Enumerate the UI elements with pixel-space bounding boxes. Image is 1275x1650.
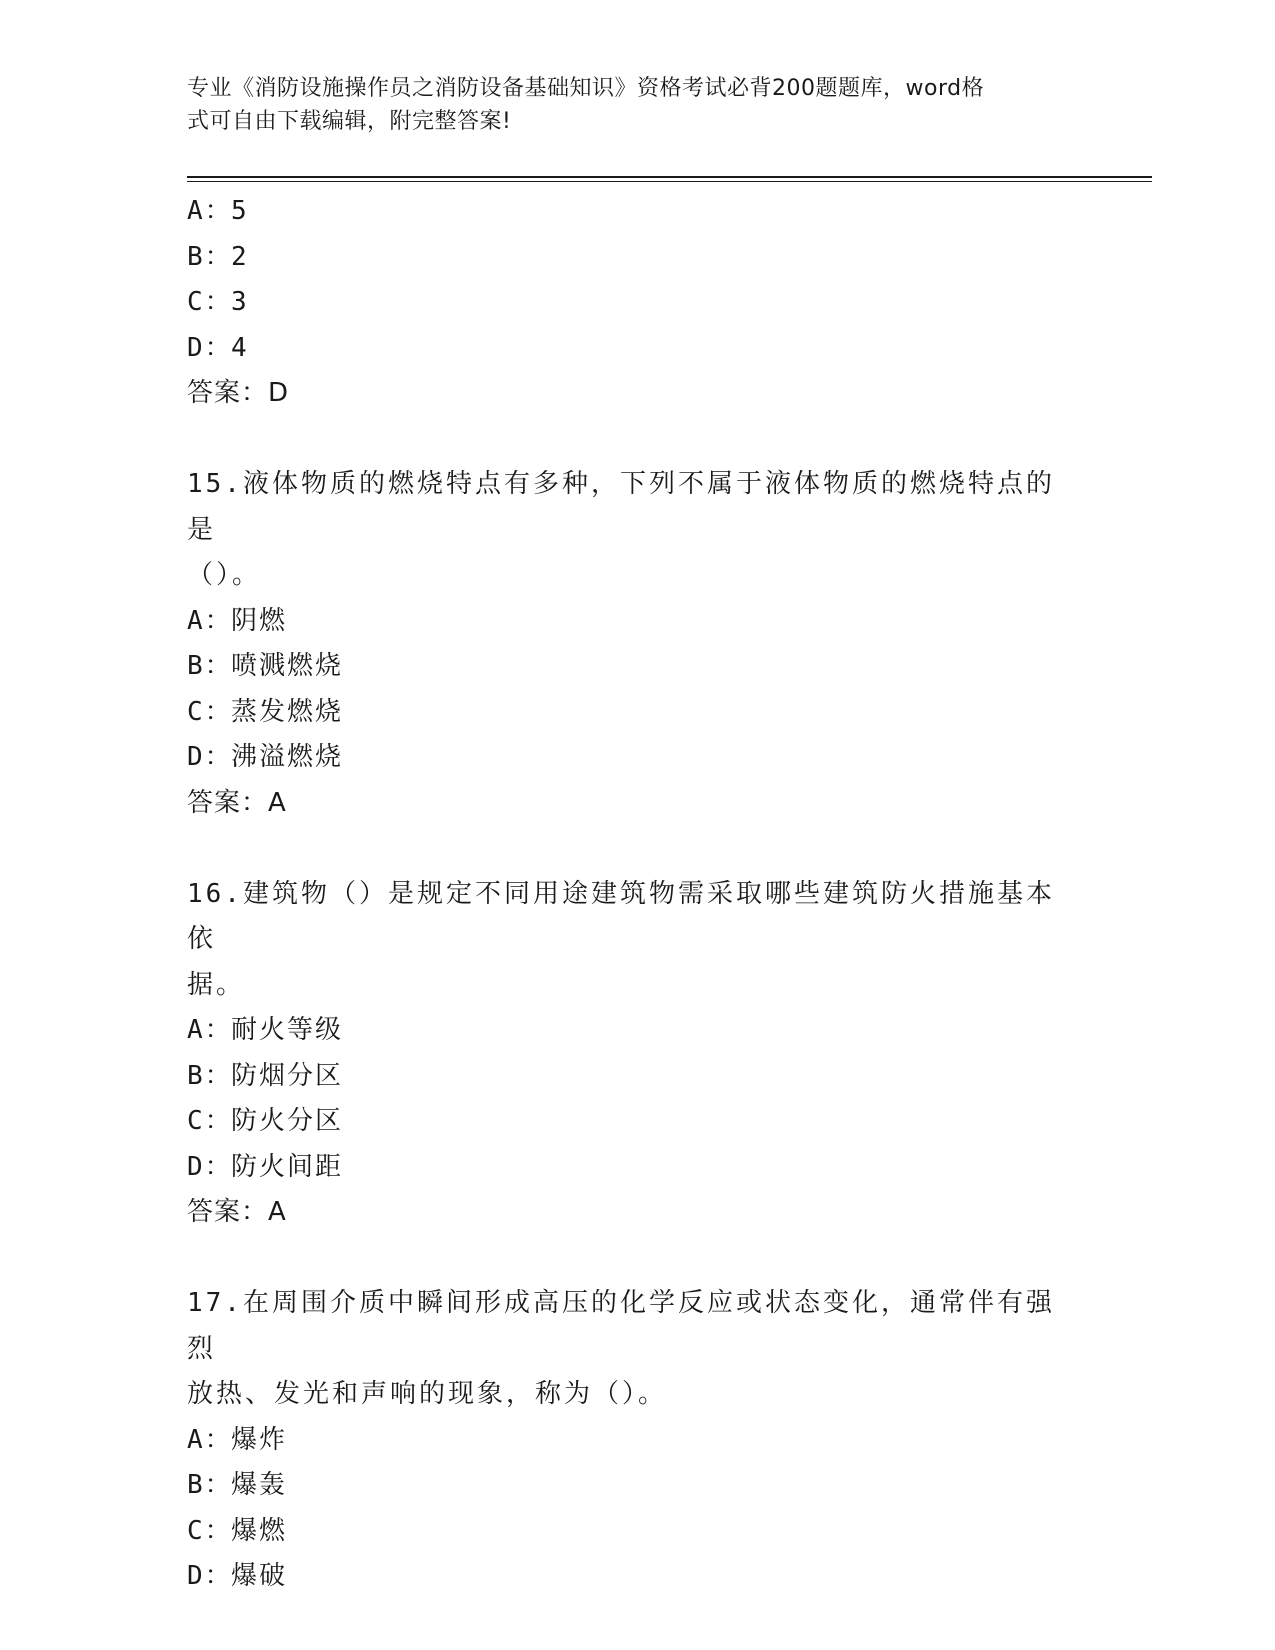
- header-divider-thin: [187, 181, 1152, 182]
- question-text: 16.建筑物（）是规定不同用途建筑物需采取哪些建筑防火措施基本依 据。: [187, 878, 1055, 1000]
- header-line-2: 式可自由下载编辑，附完整答案!: [187, 109, 512, 134]
- answer: 答案：D: [187, 378, 290, 408]
- header-divider-thick: [187, 176, 1152, 178]
- option-d: D：沸溢燃烧: [187, 742, 344, 772]
- option-b: B：喷溅燃烧: [187, 651, 344, 681]
- option-a: A：阴燃: [187, 605, 288, 636]
- answer: 答案：A: [187, 787, 287, 818]
- answer: 答案：A: [187, 1197, 287, 1227]
- option-c: C：3: [187, 287, 249, 317]
- question-14: [187, 189, 1087, 417]
- option-d: D：防火间距: [187, 1151, 344, 1182]
- question-text: 17.在周围介质中瞬间形成高压的化学反应或状态变化，通常伴有强烈 放热、发光和声响的现象，称为（）。: [187, 1288, 1055, 1409]
- header-line-1: 专业《消防设施操作员之消防设备基础知识》资格考试必背200题题库，word格: [187, 76, 985, 101]
- option-c: C：爆燃: [187, 1515, 288, 1546]
- option-a: A：耐火等级: [187, 1015, 344, 1045]
- question-16: [187, 872, 1087, 1236]
- question-17: [187, 1281, 1087, 1600]
- option-c: C：蒸发燃烧: [187, 696, 344, 727]
- option-d: D：爆破: [187, 1561, 288, 1591]
- option-a: A：爆炸: [187, 1424, 288, 1455]
- question-15: [187, 462, 1087, 826]
- question-text: 15.液体物质的燃烧特点有多种，下列不属于液体物质的燃烧特点的是 （）。: [187, 469, 1055, 590]
- option-c: C：防火分区: [187, 1106, 344, 1136]
- question-list: [187, 189, 1087, 1600]
- option-a: A：5: [187, 196, 249, 226]
- option-b: B：防烟分区: [187, 1060, 344, 1091]
- document-header: [187, 72, 1067, 138]
- option-d: D：4: [187, 332, 249, 363]
- option-b: B：2: [187, 241, 249, 272]
- option-b: B：爆轰: [187, 1470, 288, 1500]
